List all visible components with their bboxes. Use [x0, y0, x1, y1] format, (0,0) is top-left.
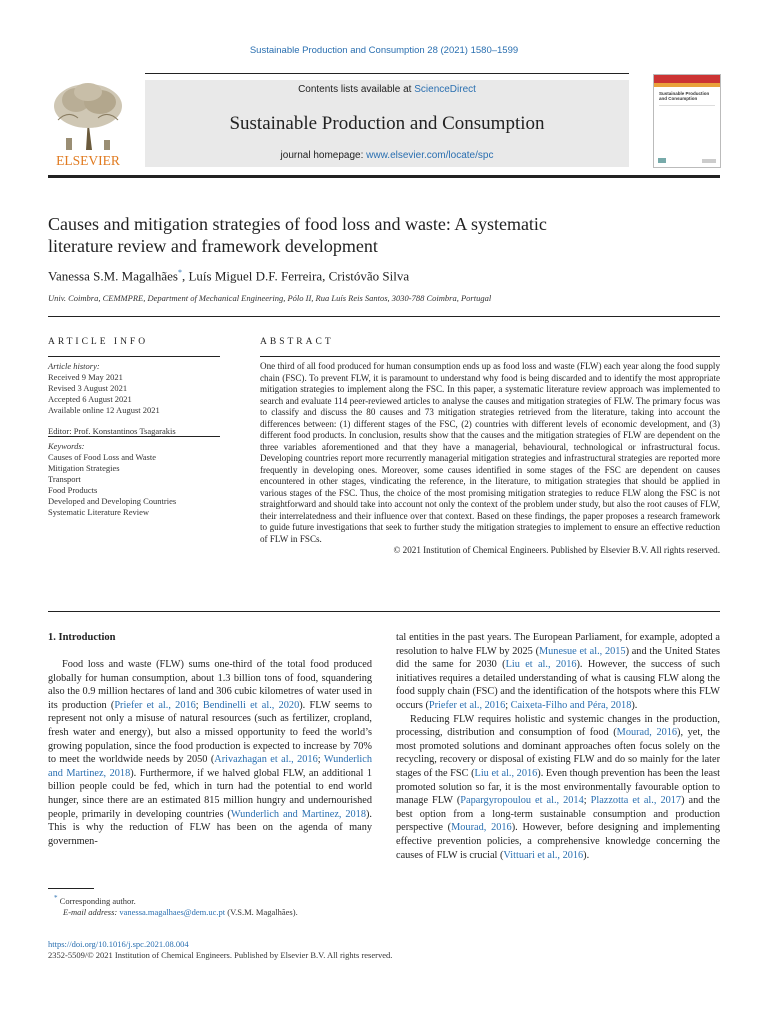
elsevier-logo — [48, 80, 128, 168]
citation-link[interactable]: Priefer et al., 2016 — [114, 699, 196, 711]
paper-title — [48, 213, 728, 257]
affiliation: Univ. Coimbra, CEMMPRE, Department of Mechanical Engineering, Pólo II, Rua Luís Reis Santos, 3030-788 Coimbra, Portugal — [48, 293, 492, 303]
keyword-item: Developed and Developing Countries — [48, 496, 177, 506]
corresponding-mark[interactable]: * — [177, 268, 182, 277]
keywords-rule — [48, 436, 220, 437]
title-line-2: literature review and framework development — [48, 236, 378, 256]
article-info-rule — [48, 356, 220, 357]
citation-link[interactable]: Mourad, 2016 — [616, 727, 678, 739]
history-accepted: Accepted 6 August 2021 — [48, 394, 132, 404]
intro-right-column — [396, 631, 720, 862]
header-rule-bottom — [48, 175, 720, 178]
homepage-line — [145, 150, 629, 161]
abstract-rule — [260, 356, 720, 357]
contents-line — [145, 84, 629, 95]
keyword-item: Mitigation Strategies — [48, 463, 120, 473]
editor: Editor: Prof. Konstantinos Tsagarakis — [48, 426, 176, 436]
keyword-item: Causes of Food Loss and Waste — [48, 452, 156, 462]
citation-link[interactable]: Caixeta-Filho and Péra, 2018 — [510, 699, 632, 711]
intro-left-column — [48, 658, 372, 848]
keyword-item: Transport — [48, 474, 81, 484]
intro-paragraph-1-cont: tal entities in the past years. The European Parliament, for example, adopted a resolution to halve FLW by 2025 (Munesue et al., 2015) and the United States did the same for 2030 (Liu et al., 2016). However, the success of such initiatives requires a detailed understanding of what is causing FLW along the food supply chain (FSC) and the identification of the hotspots where this FLW occurs (Priefer et al., 2016; Caixeta-Filho and Péra, 2018). — [396, 632, 720, 711]
keywords-label: Keywords: — [48, 441, 85, 451]
citation-link[interactable]: Liu et al., 2016 — [505, 659, 577, 671]
abstract — [260, 361, 720, 557]
homepage-prefix: journal homepage: — [280, 150, 367, 161]
history-label: Article history: — [48, 361, 100, 371]
citation-link[interactable]: Bendinelli et al., 2020 — [202, 699, 300, 711]
homepage-link[interactable]: www.elsevier.com/locate/spc — [366, 150, 494, 161]
citation-link[interactable]: Wunderlich and Martinez, 2018 — [230, 808, 366, 820]
title-line-1: Causes and mitigation strategies of food loss and waste: A systematic — [48, 214, 547, 234]
history-received: Received 9 May 2021 — [48, 372, 123, 382]
journal-name: Sustainable Production and Consumption — [229, 113, 545, 134]
citation-link[interactable]: Munesue et al., 2015 — [539, 645, 626, 657]
email-suffix: (V.S.M. Magalhães). — [225, 906, 298, 917]
keyword-item: Systematic Literature Review — [48, 507, 150, 517]
abstract-copyright: © 2021 Institution of Chemical Engineers. Published by Elsevier B.V. All rights reserved. — [393, 545, 720, 555]
journal-cover — [653, 74, 721, 168]
sciencedirect-link[interactable]: ScienceDirect — [414, 84, 476, 95]
cover-title: Sustainable Production and Consumption — [659, 91, 710, 101]
intro-paragraph-1: Food loss and waste (FLW) sums one-third of the total food produced globally for human consumption, about 1.3 billion tons of food, squandering also the 0.9 million hectares of land and 306 cubic kilometres of water used in its production (Priefer et al., 2016; Bendinelli et al., 2020). FLW seems to represent not only a misuse of natural resources (such as fertilizer, cropland, fresh water and energy), but also a missed opportunity to feed the world’s growing population, since the food production is expected to increase by 70% to meet the worldwide needs by 2050 (Arivazhagan et al., 2016; Wunderlich and Martinez, 2018). Furthermore, if we halved global FLW, an additional 1 billion people could be fed, which in turn had the potential to end world hunger, since there are an estimated 815 million hungry and undernourished people, primarily in developing countries (Wunderlich and Martinez, 2018). This is why the reduction of FLW has been on the agenda of many governmen- — [48, 659, 373, 847]
author-list — [48, 268, 728, 284]
history-revised: Revised 3 August 2021 — [48, 383, 128, 393]
contents-prefix: Contents lists available at — [298, 84, 415, 95]
introduction-heading: 1. Introduction — [48, 632, 116, 643]
email-label: E-mail address: — [63, 906, 120, 917]
citation-link[interactable]: Mourad, 2016 — [451, 822, 512, 834]
doi-block — [48, 939, 720, 961]
abstract-heading: ABSTRACT — [260, 337, 334, 347]
abstract-bottom-rule — [48, 611, 720, 612]
elsevier-tree-icon — [48, 80, 128, 168]
author-1: Vanessa S.M. Magalhães — [48, 268, 178, 284]
citation-link[interactable]: Wunderlich and Martinez, 2018 — [48, 754, 373, 779]
citation-link[interactable]: Vittuari et al., 2016 — [503, 849, 584, 861]
footnote-mark: * — [54, 894, 58, 902]
corresponding-author: Corresponding author. — [59, 895, 136, 906]
citation-link[interactable]: Liu et al., 2016 — [474, 767, 538, 779]
email-link[interactable]: vanessa.magalhaes@dem.uc.pt — [119, 906, 226, 917]
keyword-item: Food Products — [48, 485, 98, 495]
citation-link[interactable]: Priefer et al., 2016 — [428, 699, 506, 711]
footnote — [54, 893, 374, 918]
affiliation-rule — [48, 316, 720, 317]
citation-link[interactable]: Plazzotta et al., 2017 — [590, 795, 682, 807]
citation-link[interactable]: Arivazhagan et al., 2016 — [214, 754, 318, 766]
journal-header — [145, 80, 629, 167]
article-history — [48, 361, 220, 437]
intro-paragraph-2: Reducing FLW requires holistic and systemic changes in the production, processing, distribution and consumption of food (Mourad, 2016), yet, the most promoted solutions and dominant approaches often focus solely on the recycling, recovery or disposal of existing FLW and do so mainly for the later stages of the FSC (Liu et al., 2016). Even though prevention has been the least promoted solution so far, it is the most environmentally favourable option to manage FLW (Papargyropoulou et al., 2014; Plazzotta et al., 2017) and the best option from a long-term sustainable consumption and production perspective (Mourad, 2016). However, before designing and implementing effective prevention policies, a comprehensive knowledge concerning the causes of FLW is crucial (Vittuari et al., 2016). — [396, 713, 721, 861]
keywords — [48, 441, 220, 518]
other-authors: , Luís Miguel D.F. Ferreira, Cristóvão Silva — [181, 268, 410, 284]
publisher-name: ELSEVIER — [56, 153, 120, 168]
header-rule-top — [145, 73, 629, 74]
abstract-text: One third of all food produced for human consumption ends up as food loss and waste (FLW) each year along the food supply chain (FSC). To prevent FLW, it is paramount to understand why food is being discarded and to identify the most appropriate mitigation strategies to implement along the FSC. In this paper, a systematic literature review approach was implemented to search and evaluate 114 peer-reviewed articles to analyse the causes and mitigation strategies of FLW. The primary focus was to classify and discuss the 80 causes and 73 mitigation strategies retrieved from the literature, taking into account the differences between: (1) different stages of the FSC, (2) countries with different levels of economic development, and (3) different food products. In conclusion, results show that the causes and the mitigation strategies of FLW are dependent on the three variables aforementioned and that they have a managerial, behavioural, technological or infrastructural focus. Developing countries report more recurrently managerial mitigation strategies and infrastructural strategies are reported more frequently in developing ones. Moreover, some causes identified in some stages of the FSC are dependent on causes encountered in other stages, vindicating the reference, in the literature, to mitigation strategies that should be applied in various stages of the FSC. Thus, the choice of the most promising mitigation strategies to reduce FLW along the FSC is not straightforward and should take into account not only the context of the problem under study, but also the root causes of FLW, their interrelatedness and their influence over that context. Based on these findings, the paper proposes a research framework to guide future investigations that seek to further study the mitigation strategies to implement to ensure an effective reduction of FLW in FSCs. — [260, 361, 720, 544]
article-info-heading: ARTICLE INFO — [48, 337, 149, 347]
journal-citation[interactable]: Sustainable Production and Consumption 28 (2021) 1580–1599 — [249, 45, 519, 56]
footnote-rule — [48, 888, 94, 889]
issn-line: 2352-5509/© 2021 Institution of Chemical Engineers. Published by Elsevier B.V. All rights reserved. — [48, 950, 393, 960]
history-online: Available online 12 August 2021 — [48, 405, 160, 415]
doi-link[interactable]: https://doi.org/10.1016/j.spc.2021.08.004 — [48, 939, 189, 949]
citation-link[interactable]: Papargyropoulou et al., 2014 — [460, 795, 584, 807]
